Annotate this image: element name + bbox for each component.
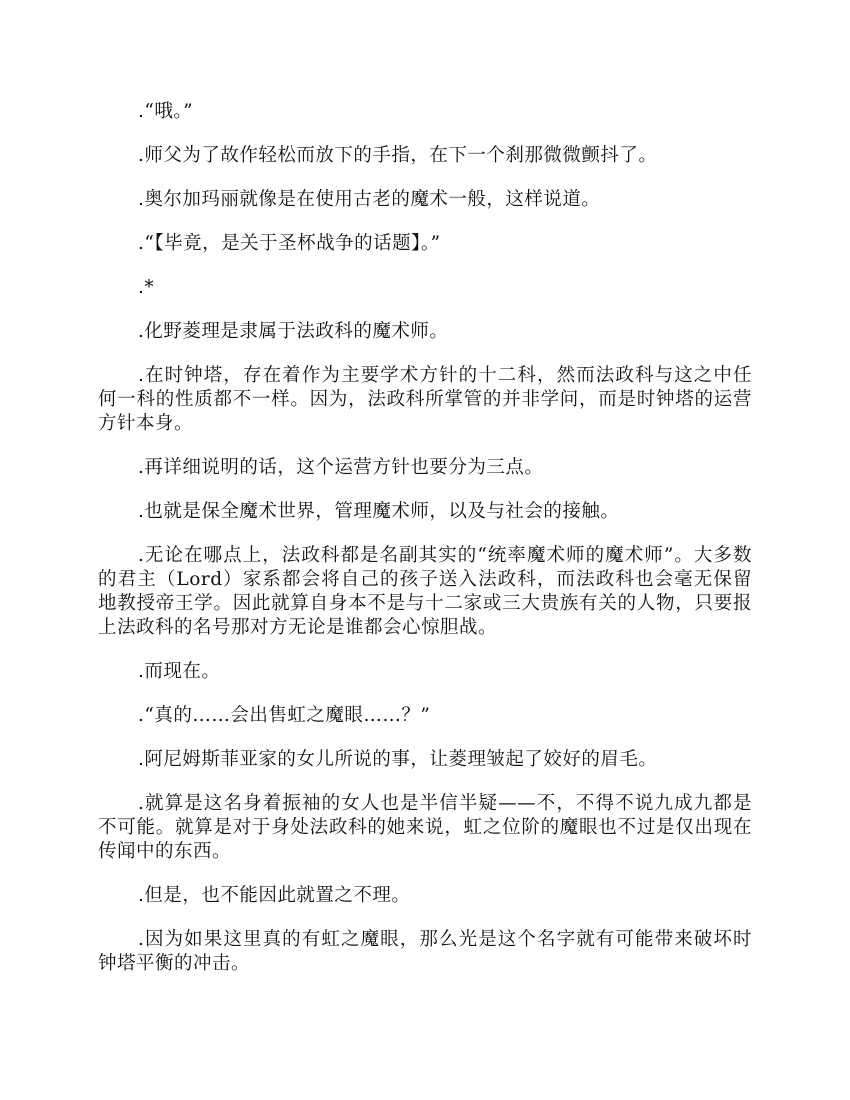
paragraph-7: .在时钟塔，存在着作为主要学术方针的十二科，然而法政科与这之中任何一科的性质都不一样。因为，法政科所掌管的并非学问，而是时钟塔的运营方针本身。 — [98, 365, 752, 434]
paragraph-11: .而现在。 — [138, 661, 221, 682]
paragraph-6: .化野菱理是隶属于法政科的魔术师。 — [138, 321, 449, 342]
paragraph-10: .无论在哪点上，法政科都是名副其实的“统率魔术师的魔术师”。大多数的君主（Lord）家系都会将自己的孩子送入法政科，而法政科也会毫无保留地教授帝王学。因此就算自身本不是与十二家或三大贵族有关的人物，只要报上法政科的名号那对方无论是谁都会心惊胆战。 — [98, 545, 752, 638]
paragraph-3: .奥尔加玛丽就像是在使用古老的魔术一般，这样说道。 — [138, 189, 601, 210]
paragraph-9: .也就是保全魔术世界，管理魔术师，以及与社会的接触。 — [138, 501, 620, 522]
paragraph-2: .师父为了故作轻松而放下的手指，在下一个刹那微微颤抖了。 — [138, 145, 658, 166]
paragraph-16: .因为如果这里真的有虹之魔眼，那么光是这个名字就有可能带来破坏时钟塔平衡的冲击。 — [98, 929, 752, 974]
paragraph-4: .“【毕竟，是关于圣杯战争的话题】。” — [138, 233, 441, 254]
paragraph-13: .阿尼姆斯菲亚家的女儿所说的事，让菱理皱起了姣好的眉毛。 — [138, 749, 658, 770]
paragraph-1: .“哦。” — [138, 101, 194, 122]
paragraph-15: .但是，也不能因此就置之不理。 — [138, 885, 411, 906]
paragraph-5-scene-break: .* — [138, 277, 155, 298]
paragraph-12: .“真的……会出售虹之魔眼……？” — [138, 705, 431, 726]
document-page — [98, 100, 752, 996]
paragraph-8: .再详细说明的话，这个运营方针也要分为三点。 — [138, 457, 544, 478]
paragraph-14: .就算是这名身着振袖的女人也是半信半疑——不，不得不说九成九都是不可能。就算是对于身处法政科的她来说，虹之位阶的魔眼也不过是仅出现在传闻中的东西。 — [98, 793, 752, 862]
